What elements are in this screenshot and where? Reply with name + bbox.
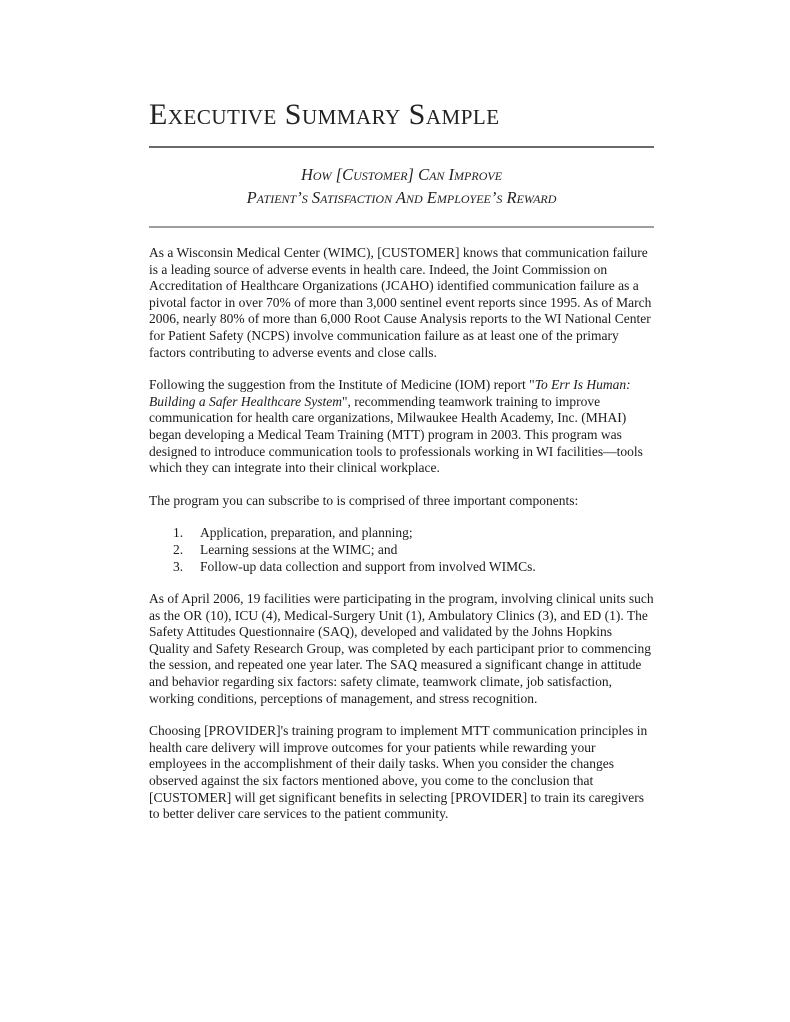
list-item-number: 1. bbox=[173, 525, 184, 541]
paragraph-intro: As a Wisconsin Medical Center (WIMC), [CUSTOMER] knows that communication failure is a leading source of adverse events in health care. Indeed, the Joint Commission on Accreditation of Healthcare Organizations (JCAHO) identified communication failure as a pivotal factor in over 70% of more than 3,000 sentinel event reports since 1995. As of March 2006, nearly 80% of more than 6,000 Root Cause Analysis reports to the WI National Center for Patient Safety (NCPS) involve communication failure as at least one of the primary factors contributing to adverse events and close calls. bbox=[149, 245, 652, 360]
list-item-number: 3. bbox=[173, 558, 184, 574]
list-item-text: Follow-up data collection and support from involved WIMCs. bbox=[200, 558, 536, 574]
list-item-text: Application, preparation, and planning; bbox=[200, 525, 413, 541]
subtitle-line-2: Patient’s Satisfaction And Employee’s Reward bbox=[246, 188, 557, 207]
document-body bbox=[149, 245, 654, 823]
subtitle-rule bbox=[149, 226, 654, 228]
document-subtitle bbox=[149, 163, 654, 209]
report-title-italic: To Err Is Human: Building a Safer Healthcare System bbox=[149, 377, 631, 409]
paragraph-iom-report-post: ", recommending teamwork training to improve communication for health care organizations, Milwaukee Health Academy, Inc. (MHAI) began developing a Medical Team Training (MTT) program in 2003. This program was designed to introduce communication tools to professionals working in WI facilities—tools which they can integrate into their clinical workplace. bbox=[149, 393, 643, 476]
page-title: Executive Summary Sample bbox=[149, 98, 500, 131]
paragraph-conclusion: Choosing [PROVIDER]'s training program to implement MTT communication principles in health care delivery will improve outcomes for your patients while rewarding your employees in the accomplishment of their daily tasks. When you consider the changes observed against the six factors mentioned above, you come to the conclusion that [CUSTOMER] will get significant benefits in selecting [PROVIDER] to train its caregivers to better deliver care services to the patient community. bbox=[149, 723, 648, 822]
list-item bbox=[149, 559, 654, 576]
paragraph-components-lead-in: The program you can subscribe to is comprised of three important components: bbox=[149, 492, 579, 508]
document-content bbox=[149, 97, 654, 823]
list-item-number: 2. bbox=[173, 541, 184, 557]
paragraph-saq-results: As of April 2006, 19 facilities were participating in the program, involving clinical units such as the OR (10), ICU (4), Medical-Surgery Unit (1), Ambulatory Clinics (3), and ED (1). The Safety Attitudes Questionnaire (SAQ), developed and validated by the Johns Hopkins Quality and Safety Research Group, was completed by each participant prior to commencing the session, and repeated one year later. The SAQ measured a significant change in attitude and behavior regarding six factors: safety climate, teamwork climate, job satisfaction, working conditions, perceptions of management, and stress recognition. bbox=[149, 591, 654, 706]
list-item bbox=[149, 542, 654, 559]
subtitle-line-1: How [Customer] Can Improve bbox=[300, 165, 503, 184]
list-item bbox=[149, 525, 654, 542]
paragraph-iom-report-pre: Following the suggestion from the Institute of Medicine (IOM) report " bbox=[149, 377, 535, 393]
components-list bbox=[149, 525, 654, 575]
title-rule bbox=[149, 146, 654, 148]
paragraph-iom-report bbox=[149, 377, 654, 477]
list-item-text: Learning sessions at the WIMC; and bbox=[200, 541, 398, 557]
